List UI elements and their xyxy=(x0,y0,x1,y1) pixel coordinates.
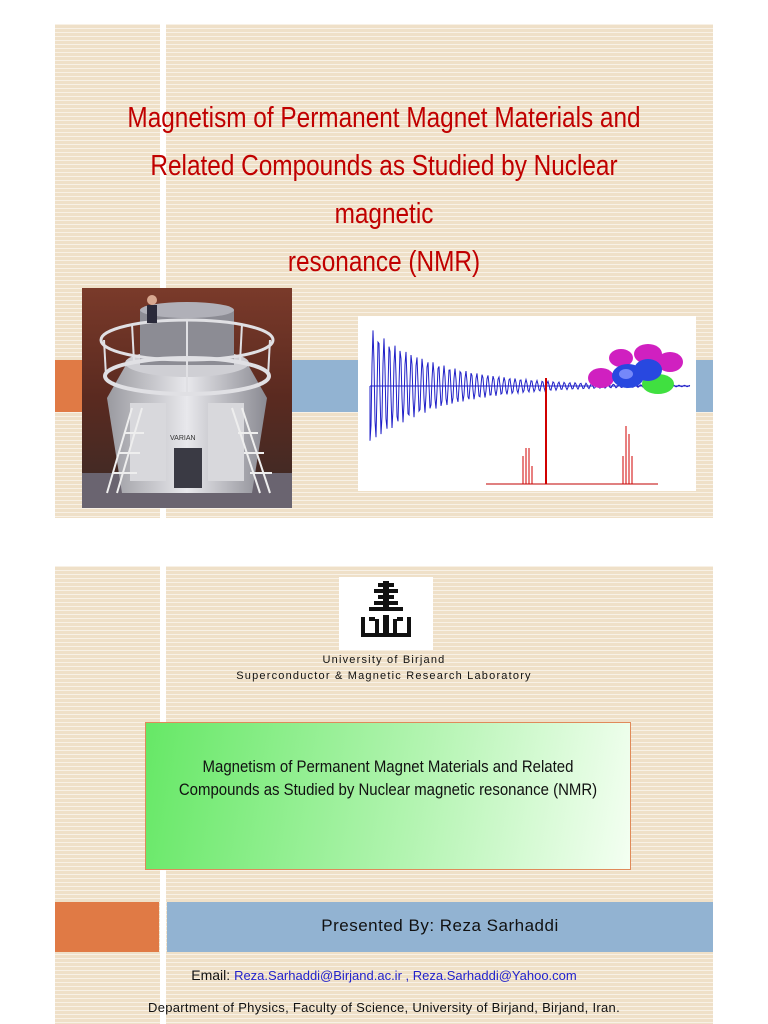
title-slide xyxy=(55,24,713,518)
title-line-1: Magnetism of Permanent Magnet Materials and xyxy=(127,102,641,134)
blue-accent-bar-left xyxy=(292,360,358,412)
email-label: Email: xyxy=(191,967,231,983)
slide-title xyxy=(108,94,661,286)
title-slide-university xyxy=(55,566,713,1024)
talk-title-line-2: Compounds as Studied by Nuclear magnetic resonance (NMR) xyxy=(178,780,598,799)
blue-accent-bar-right xyxy=(696,360,713,412)
talk-title-box xyxy=(145,722,631,870)
orange-accent-block xyxy=(55,360,85,412)
nmr-signal-graphic xyxy=(358,316,696,491)
nmr-spectrometer-photo xyxy=(82,288,292,508)
orange-accent-block xyxy=(55,902,159,952)
department-affiliation: Department of Physics, Faculty of Science, University of Birjand, Birjand, Iran. xyxy=(148,1000,620,1015)
title-line-2: Related Compounds as Studied by Nuclear magnetic xyxy=(150,150,618,230)
presenter-bar xyxy=(167,902,713,952)
talk-title xyxy=(175,755,601,801)
title-line-3: resonance (NMR) xyxy=(287,246,481,278)
talk-title-line-1: Magnetism of Permanent Magnet Materials and Related xyxy=(202,757,574,776)
email-line xyxy=(55,967,713,983)
university-name: University of Birjand xyxy=(322,654,446,666)
varian-label: VARIAN xyxy=(170,435,196,442)
email-links[interactable]: Reza.Sarhaddi@Birjand.ac.ir , Reza.Sarhaddi@Yahoo.com xyxy=(234,968,577,983)
presenter-name: Presented By: Reza Sarhaddi xyxy=(321,916,559,935)
university-logo xyxy=(339,577,433,650)
laboratory-name: Superconductor & Magnetic Research Laboratory xyxy=(236,670,532,682)
